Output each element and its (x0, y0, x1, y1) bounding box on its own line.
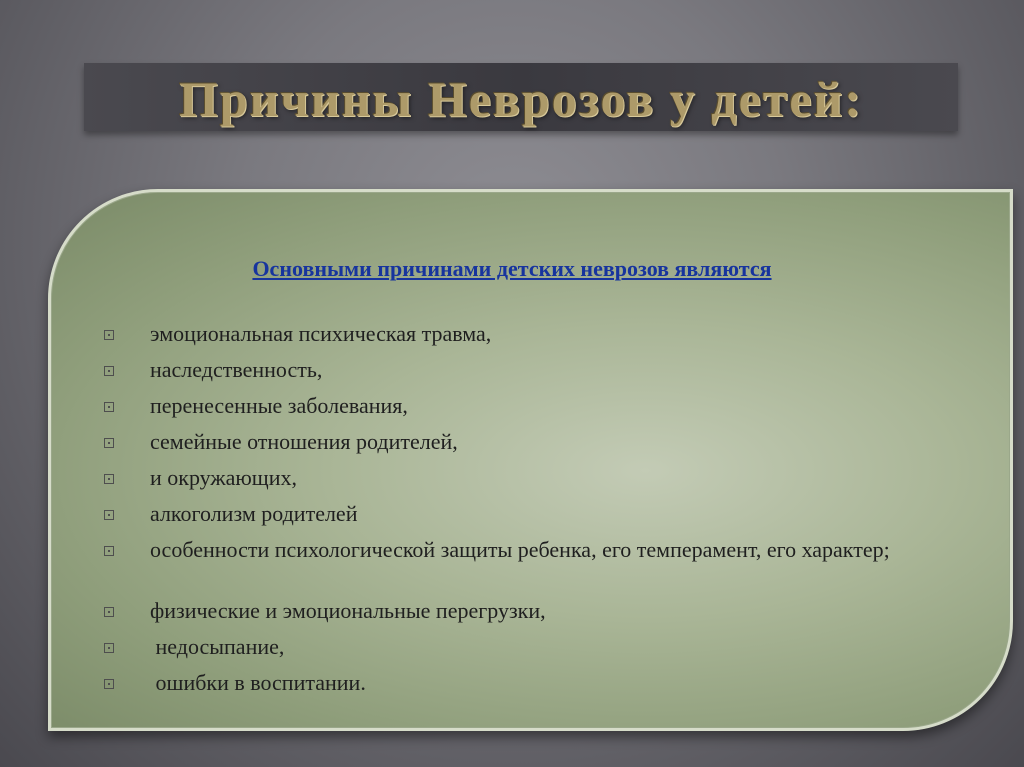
square-bullet-icon (104, 643, 114, 653)
square-bullet-icon (104, 546, 114, 556)
list-item-text: наследственность, (150, 357, 323, 382)
list-item (100, 671, 980, 707)
causes-list (100, 322, 980, 707)
square-bullet-icon (104, 438, 114, 448)
list-item-text: особенности психологической защиты ребенка, его темперамент, его характер; (150, 537, 890, 562)
list-item-text: недосыпание, (150, 634, 285, 659)
list-item (100, 358, 980, 394)
square-bullet-icon (104, 402, 114, 412)
list-item (100, 538, 980, 599)
list-item-text: семейные отношения родителей, (150, 429, 458, 454)
list-item (100, 635, 980, 671)
square-bullet-icon (104, 330, 114, 340)
list-item-text: ошибки в воспитании. (150, 670, 366, 695)
square-bullet-icon (104, 510, 114, 520)
square-bullet-icon (104, 474, 114, 484)
list-item (100, 502, 980, 538)
list-item-text: и окружающих, (150, 465, 297, 490)
list-item-text: алкоголизм родителей (150, 501, 358, 526)
list-item (100, 430, 980, 466)
list-item-text: физические и эмоциональные перегрузки, (150, 598, 546, 623)
list-item (100, 466, 980, 502)
square-bullet-icon (104, 679, 114, 689)
content-heading: Основными причинами детских неврозов являются (252, 256, 772, 281)
list-item-text: перенесенные заболевания, (150, 393, 408, 418)
square-bullet-icon (104, 366, 114, 376)
list-item-text: эмоциональная психическая травма, (150, 321, 492, 346)
list-item (100, 394, 980, 430)
list-item (100, 322, 980, 358)
slide-title: Причины Неврозов у детей: (178, 71, 863, 127)
square-bullet-icon (104, 607, 114, 617)
list-item (100, 599, 980, 635)
